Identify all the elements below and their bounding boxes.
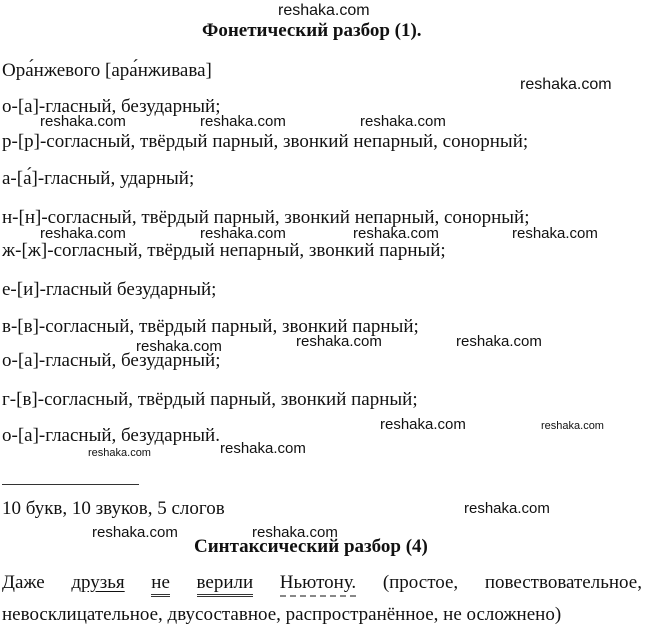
watermark: reshaka.com bbox=[220, 440, 306, 457]
letter-line-5: ж-[ж]-согласный, твёрдый непарный, звонкий парный; bbox=[2, 240, 446, 261]
divider-line bbox=[2, 484, 139, 485]
letter-line-10: о-[а]-гласный, безударный. bbox=[2, 425, 220, 446]
watermark: reshaka.com bbox=[252, 524, 338, 541]
syntax-title: Синтаксический разбор (4) bbox=[194, 536, 428, 557]
letter-line-9: г-[в]-согласный, твёрдый парный, звонкий парный; bbox=[2, 389, 418, 410]
sentence-word-predicate: верили bbox=[197, 572, 254, 597]
sentence-tail: повествовательное, bbox=[484, 572, 642, 593]
watermark: reshaka.com bbox=[360, 113, 446, 130]
watermark: reshaka.com bbox=[92, 524, 178, 541]
sentence-tail: (простое, bbox=[382, 572, 459, 593]
letter-line-3: а-[а́]-гласный, ударный; bbox=[2, 168, 195, 189]
watermark: reshaka.com bbox=[40, 113, 126, 130]
letter-line-6: е-[и]-гласный безударный; bbox=[2, 279, 217, 300]
watermark: reshaka.com bbox=[200, 113, 286, 130]
sentence-word-object: Ньютону. bbox=[280, 572, 356, 597]
watermark: reshaka.com bbox=[88, 447, 151, 459]
watermark: reshaka.com bbox=[380, 416, 466, 433]
watermark: reshaka.com bbox=[512, 225, 598, 242]
sentence-line-1 bbox=[2, 572, 642, 597]
phonetic-title: Фонетический разбор (1). bbox=[202, 20, 422, 41]
sentence-word-predicate-part: не bbox=[151, 572, 170, 597]
letter-line-2: р-[р]-согласный, твёрдый парный, звонкий непарный, сонорный; bbox=[2, 131, 529, 152]
watermark: reshaka.com bbox=[278, 2, 370, 19]
sentence-word: Даже bbox=[2, 572, 45, 593]
letter-line-1: о-[а]-гласный, безударный; bbox=[2, 96, 221, 117]
watermark: reshaka.com bbox=[456, 333, 542, 350]
letter-line-8: о-[а]-гласный, безударный; bbox=[2, 350, 221, 371]
sentence-line-2: невосклицательное, двусоставное, распространённое, не осложнено) bbox=[2, 604, 562, 625]
watermark: reshaka.com bbox=[520, 76, 612, 93]
watermark: reshaka.com bbox=[296, 333, 382, 350]
watermark: reshaka.com bbox=[353, 225, 439, 242]
letter-line-7: в-[в]-согласный, твёрдый парный, звонкий парный; bbox=[2, 316, 419, 337]
letter-line-4: н-[н]-согласный, твёрдый парный, звонкий непарный, сонорный; bbox=[2, 207, 530, 228]
summary-line: 10 букв, 10 звуков, 5 слогов bbox=[2, 498, 225, 519]
watermark: reshaka.com bbox=[136, 338, 222, 355]
watermark: reshaka.com bbox=[541, 420, 604, 432]
word-transcription: Ора́нжевого [ара́нживава] bbox=[2, 60, 212, 81]
sentence-word-subject: друзья bbox=[71, 572, 125, 593]
watermark: reshaka.com bbox=[200, 225, 286, 242]
watermark: reshaka.com bbox=[40, 225, 126, 242]
watermark: reshaka.com bbox=[464, 500, 550, 517]
